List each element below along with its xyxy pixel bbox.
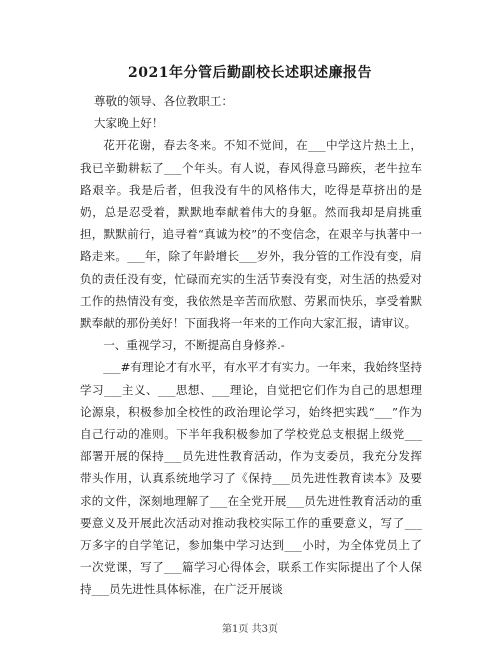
salutation: 尊敬的领导、各位教职工：	[93, 94, 234, 108]
section-heading: 一、重视学习，不断提高自身修养.-	[103, 338, 285, 353]
body-paragraph: ___#有理论才有水平，有水平才有实力。一年来，我始终坚持学习___主义、___思想、___理论，自觉把它们作为自己的思想理论源泉，积极参加全校性的政治理论学习，始终把实践“___”作为自己行动的准则。下半年我积极参加了学校党总支根据上级党___部署开展的保持___员先进性教育活动，作为支委员，我充分发挥带头作用，认真系统地学习了《保持___员先进性教育读本》及要求的文件，深刻地理解了___在全党开展___员先进性教育活动的重要意义及开展此次活动对推动我校实际工作的重要意义，写了___万多字的自学笔记，参加集中学习达到___小时，为全体党员上了一次党课，写了___篇学习心得体会，联系工作实际提出了个人保持___员先进性具体标准，在广泛开展谈	[80, 360, 422, 597]
document-body	[80, 90, 422, 601]
page-footer: 第1页 共3页	[222, 624, 278, 635]
body-paragraph: 花开花谢，春去冬来。不知不觉间，在___中学这片热土上，我已辛勤耕耘了___个年头。有人说，春风得意马蹄疾，老牛拉车路艰辛。我是后者，但我没有牛的风格伟大，吃得是草挤出的是奶，总是忍受着，默默地奉献着伟大的身躯。然而我却是肩挑重担，默默前行，追寻着“真诚为校”的不变信念，在艰辛与执著中一路走来。___年，除了年龄增长___岁外，我分管的工作没有变，肩负的责任没有变，忙碌而充实的生活节奏没有变，对生活的热爱对工作的热情没有变，我依然是辛苦而欣慰、劳累而快乐，享受着默默奉献的那份美好！下面我将一年来的工作向大家汇报，请审议。	[80, 138, 422, 331]
greeting: 大家晚上好！	[93, 116, 164, 131]
document-title: 2021年分管后勤副校长述职述廉报告	[128, 65, 372, 81]
